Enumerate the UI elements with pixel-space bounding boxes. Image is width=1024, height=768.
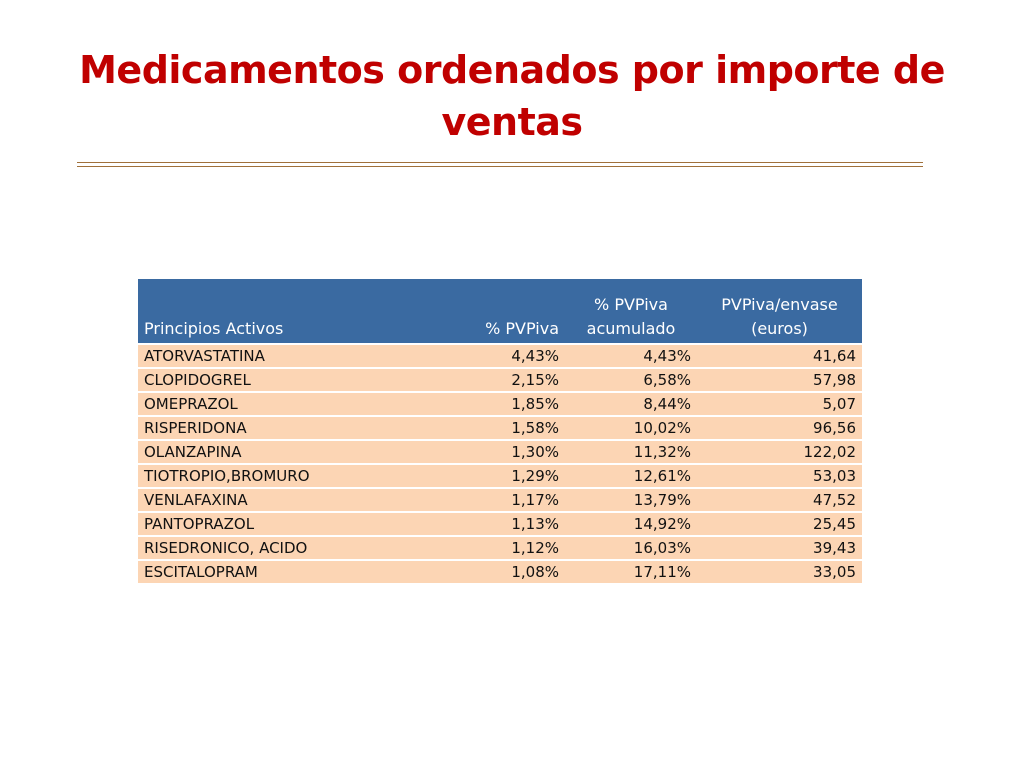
cell-principio-activo: TIOTROPIO,BROMURO xyxy=(138,464,418,488)
cell-pvpiva-acumulado: 10,02% xyxy=(565,416,697,440)
cell-pvpiva: 1,13% xyxy=(418,512,565,536)
table-row xyxy=(138,488,862,512)
slide-title: Medicamentos ordenados por importe de ventas xyxy=(79,48,945,144)
cell-pvpiva-envase: 122,02 xyxy=(697,440,862,464)
table-row xyxy=(138,512,862,536)
table-row xyxy=(138,368,862,392)
cell-pvpiva-envase: 25,45 xyxy=(697,512,862,536)
cell-pvpiva-envase: 39,43 xyxy=(697,536,862,560)
header-pvpiva-envase xyxy=(697,279,862,344)
cell-principio-activo: ATORVASTATINA xyxy=(138,344,418,368)
cell-principio-activo: OMEPRAZOL xyxy=(138,392,418,416)
cell-principio-activo: VENLAFAXINA xyxy=(138,488,418,512)
header-label: acumulado xyxy=(586,319,676,338)
cell-pvpiva-acumulado: 17,11% xyxy=(565,560,697,583)
cell-pvpiva-envase: 41,64 xyxy=(697,344,862,368)
cell-pvpiva: 1,29% xyxy=(418,464,565,488)
header-label: % PVPiva xyxy=(594,295,668,314)
title-divider-line xyxy=(77,166,923,167)
cell-pvpiva-acumulado: 8,44% xyxy=(565,392,697,416)
header-label: (euros) xyxy=(751,319,808,338)
cell-pvpiva-acumulado: 13,79% xyxy=(565,488,697,512)
cell-pvpiva-envase: 57,98 xyxy=(697,368,862,392)
cell-pvpiva-envase: 33,05 xyxy=(697,560,862,583)
header-pvpiva: % PVPiva xyxy=(418,279,565,344)
cell-pvpiva-acumulado: 14,92% xyxy=(565,512,697,536)
cell-principio-activo: RISPERIDONA xyxy=(138,416,418,440)
table-row xyxy=(138,560,862,583)
cell-principio-activo: ESCITALOPRAM xyxy=(138,560,418,583)
table-row xyxy=(138,536,862,560)
table-header-row xyxy=(138,279,862,344)
table-row xyxy=(138,416,862,440)
cell-pvpiva-acumulado: 16,03% xyxy=(565,536,697,560)
cell-pvpiva: 1,30% xyxy=(418,440,565,464)
cell-pvpiva-envase: 47,52 xyxy=(697,488,862,512)
cell-pvpiva: 4,43% xyxy=(418,344,565,368)
cell-pvpiva: 1,17% xyxy=(418,488,565,512)
cell-pvpiva-envase: 53,03 xyxy=(697,464,862,488)
title-divider-line xyxy=(77,162,923,163)
sales-table xyxy=(138,279,862,583)
table-row xyxy=(138,464,862,488)
cell-pvpiva: 1,08% xyxy=(418,560,565,583)
table-row xyxy=(138,344,862,368)
cell-pvpiva: 1,58% xyxy=(418,416,565,440)
cell-pvpiva-envase: 96,56 xyxy=(697,416,862,440)
cell-pvpiva-envase: 5,07 xyxy=(697,392,862,416)
cell-principio-activo: PANTOPRAZOL xyxy=(138,512,418,536)
cell-principio-activo: CLOPIDOGREL xyxy=(138,368,418,392)
cell-principio-activo: RISEDRONICO, ACIDO xyxy=(138,536,418,560)
cell-principio-activo: OLANZAPINA xyxy=(138,440,418,464)
cell-pvpiva-acumulado: 6,58% xyxy=(565,368,697,392)
cell-pvpiva-acumulado: 4,43% xyxy=(565,344,697,368)
header-label: PVPiva/envase xyxy=(721,295,838,314)
cell-pvpiva: 1,12% xyxy=(418,536,565,560)
cell-pvpiva-acumulado: 11,32% xyxy=(565,440,697,464)
cell-pvpiva: 2,15% xyxy=(418,368,565,392)
header-pvpiva-acumulado xyxy=(565,279,697,344)
header-principios-activos: Principios Activos xyxy=(138,279,418,344)
cell-pvpiva-acumulado: 12,61% xyxy=(565,464,697,488)
table-row xyxy=(138,392,862,416)
table-row xyxy=(138,440,862,464)
cell-pvpiva: 1,85% xyxy=(418,392,565,416)
